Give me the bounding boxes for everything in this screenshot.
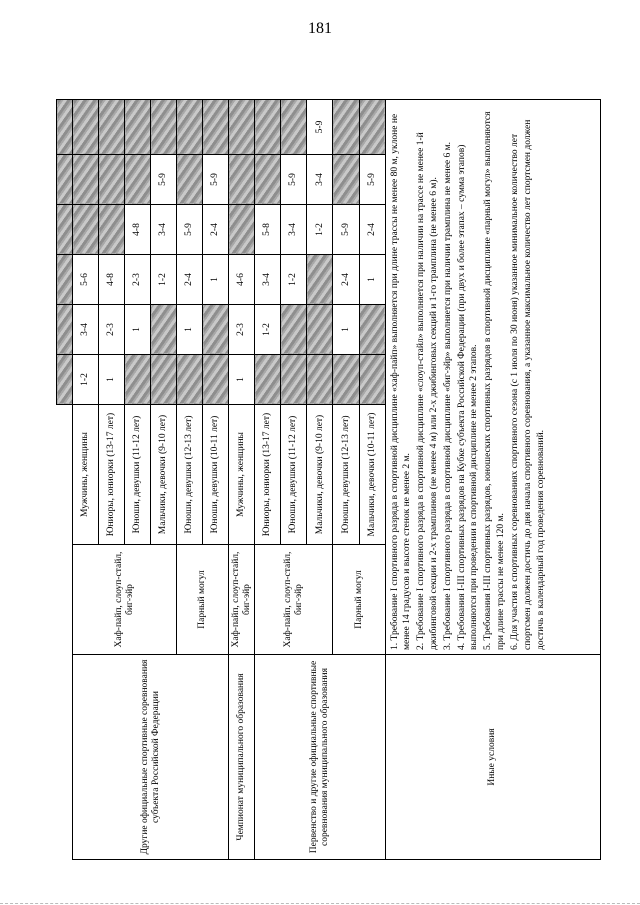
shaded-cell — [359, 305, 385, 355]
place-cell: 1-2 — [281, 255, 307, 305]
shaded-cell — [255, 355, 281, 405]
table-row — [255, 100, 281, 860]
age-group-cell: Мужчины, женщины — [73, 405, 99, 545]
place-cell: 5-9 — [307, 100, 333, 155]
shaded-cell — [73, 205, 99, 255]
note-6: 6. Для участия в спортивных соревнованиях спортивного сезона (с 1 июля по 30 июня) указанное минимальное количество лет спортсмен должен достичь до дня начала спортивного соревнования, а указанное максимальное количество лет спортсмен должен достичь в календарный год проведения соревнований. — [509, 119, 546, 650]
note-1: 1. Требование I спортивного разряда в спортивной дисциплине «хаф-пайп» выполняется при длине трассы не менее 80 м, уклоне не менее 14 градусов и высоте стенок не менее 2 м. — [389, 113, 413, 650]
shaded-cell — [333, 100, 359, 155]
place-cell: 1 — [333, 305, 359, 355]
age-group-cell: Юноши, девушки (12-13 лет) — [333, 405, 359, 545]
place-cell: 2-4 — [177, 255, 203, 305]
place-cell: 5-9 — [177, 205, 203, 255]
header-cell — [57, 305, 73, 355]
place-cell: 4-6 — [229, 255, 255, 305]
table-row — [73, 100, 99, 860]
place-cell: 2-3 — [125, 255, 151, 305]
place-cell: 2-3 — [99, 305, 125, 355]
place-cell: 1 — [359, 255, 385, 305]
place-cell: 1-2 — [307, 205, 333, 255]
shaded-cell — [307, 355, 333, 405]
shaded-cell — [281, 305, 307, 355]
shaded-cell — [307, 305, 333, 355]
place-cell: 3-4 — [281, 205, 307, 255]
shaded-cell — [99, 100, 125, 155]
table-body — [57, 100, 386, 860]
shaded-cell — [151, 305, 177, 355]
header-cell — [57, 355, 73, 405]
shaded-cell — [99, 155, 125, 205]
age-group-cell: Юноши, девушки (11-12 лет) — [281, 405, 307, 545]
place-cell: 5-9 — [203, 155, 229, 205]
shaded-cell — [203, 100, 229, 155]
place-cell: 2-4 — [203, 205, 229, 255]
place-cell: 3-4 — [307, 155, 333, 205]
shaded-cell — [307, 255, 333, 305]
place-cell: 1 — [203, 255, 229, 305]
sports-rank-table — [56, 99, 601, 860]
competition-cell: Другие официальные спортивные соревнования субъекта Российской Федерации — [73, 655, 229, 860]
place-cell: 5-6 — [73, 255, 99, 305]
age-group-cell: Мальчики, девочки (9-10 лет) — [151, 405, 177, 545]
shaded-cell — [359, 100, 385, 155]
note-4: 4. Требования I-III спортивных разрядов на Кубке субъекта Российской Федерации (при двух и более этапах – сумма этапов) выполняются при проведении в спортивной дисциплине не менее 2 этапов. — [456, 144, 480, 650]
place-cell: 1-2 — [151, 255, 177, 305]
competition-cell: Чемпионат муниципального образования — [229, 655, 255, 860]
place-cell: 3-4 — [255, 255, 281, 305]
header-cell — [57, 100, 73, 155]
place-cell: 1 — [177, 305, 203, 355]
note-2: 2. Требование I спортивного разряда в спортивной дисциплине «слоуп-стайл» выполняется при наличии на трассе не менее 1-й джибинговой секции и 2-х трамплинов (не менее 4 м) или 2-х джибинговых секций и 1-го трамплина (не менее 6 м). — [416, 132, 440, 650]
place-cell: 1 — [99, 355, 125, 405]
notes-cell — [385, 100, 600, 655]
place-cell: 5-8 — [255, 205, 281, 255]
shaded-cell — [359, 355, 385, 405]
age-group-cell: Юноши, девушки (11-12 лет) — [125, 405, 151, 545]
discipline-cell: Парный могул — [177, 545, 229, 655]
place-cell: 3-4 — [151, 205, 177, 255]
place-cell: 1-2 — [73, 355, 99, 405]
place-cell: 5-9 — [281, 155, 307, 205]
place-cell: 1 — [125, 305, 151, 355]
place-cell: 5-9 — [151, 155, 177, 205]
place-cell: 1-2 — [255, 305, 281, 355]
shaded-cell — [151, 355, 177, 405]
age-group-cell: Юноши, девушки (12-13 лет) — [177, 405, 203, 545]
shaded-cell — [125, 100, 151, 155]
shaded-cell — [99, 205, 125, 255]
place-cell: 4-8 — [99, 255, 125, 305]
shaded-cell — [203, 355, 229, 405]
shaded-cell — [229, 155, 255, 205]
header-cell — [57, 255, 73, 305]
place-cell: 2-4 — [333, 255, 359, 305]
place-cell: 5-9 — [359, 155, 385, 205]
shaded-cell — [229, 205, 255, 255]
rotated-table-wrapper — [56, 100, 601, 860]
shaded-cell — [125, 355, 151, 405]
shaded-cell — [125, 155, 151, 205]
age-group-cell: Юниоры, юниорки (13-17 лет) — [99, 405, 125, 545]
shaded-cell — [255, 100, 281, 155]
discipline-cell: Хаф-пайп, слоуп-стайл, биг-эйр — [73, 545, 177, 655]
shaded-cell — [333, 355, 359, 405]
place-cell: 5-9 — [333, 205, 359, 255]
table-row — [229, 100, 255, 860]
shaded-cell — [229, 100, 255, 155]
age-group-cell: Мальчики, девочки (10-11 лет) — [359, 405, 385, 545]
age-group-cell: Мужчины, женщины — [229, 405, 255, 545]
shaded-cell — [73, 155, 99, 205]
shaded-cell — [281, 100, 307, 155]
place-cell: 4-8 — [125, 205, 151, 255]
note-3: 3. Требование I спортивного разряда в спортивной дисциплине «биг-эйр» выполняется при наличии трамплина не менее 6 м. — [442, 141, 453, 650]
discipline-cell: Хаф-пайп, слоуп-стайл, биг-эйр — [255, 545, 333, 655]
place-cell: 2-3 — [229, 305, 255, 355]
note-5: 5. Требования I-III спортивных разрядов, юношеских спортивных разрядов в спортивной дисциплине «парный могул» выполняются при длине трассы не менее 120 м. — [483, 111, 507, 650]
age-group-cell: Юниоры, юниорки (13-17 лет) — [255, 405, 281, 545]
shaded-cell — [151, 100, 177, 155]
age-group-cell: Юноши, девушки (10-11 лет) — [203, 405, 229, 545]
place-cell: 3-4 — [73, 305, 99, 355]
place-cell: 1 — [229, 355, 255, 405]
shaded-cell — [177, 155, 203, 205]
shaded-cell — [177, 355, 203, 405]
shaded-cell — [255, 155, 281, 205]
shaded-cell — [73, 100, 99, 155]
discipline-cell: Парный могул — [333, 545, 385, 655]
place-cell: 2-4 — [359, 205, 385, 255]
shaded-cell — [203, 305, 229, 355]
header-cell — [57, 155, 73, 205]
shaded-cell — [177, 100, 203, 155]
header-cell — [57, 205, 73, 255]
competition-cell: Первенство и другие официальные спортивные соревнования муниципального образования — [255, 655, 385, 860]
shaded-cell — [333, 155, 359, 205]
page-number: 181 — [308, 20, 332, 37]
shaded-cell — [281, 355, 307, 405]
discipline-cell: Хаф-пайп, слоуп-стайл, биг-эйр — [229, 545, 255, 655]
notes-label: Иные условия — [385, 655, 600, 860]
age-group-cell: Мальчики, девочки (9-10 лет) — [307, 405, 333, 545]
